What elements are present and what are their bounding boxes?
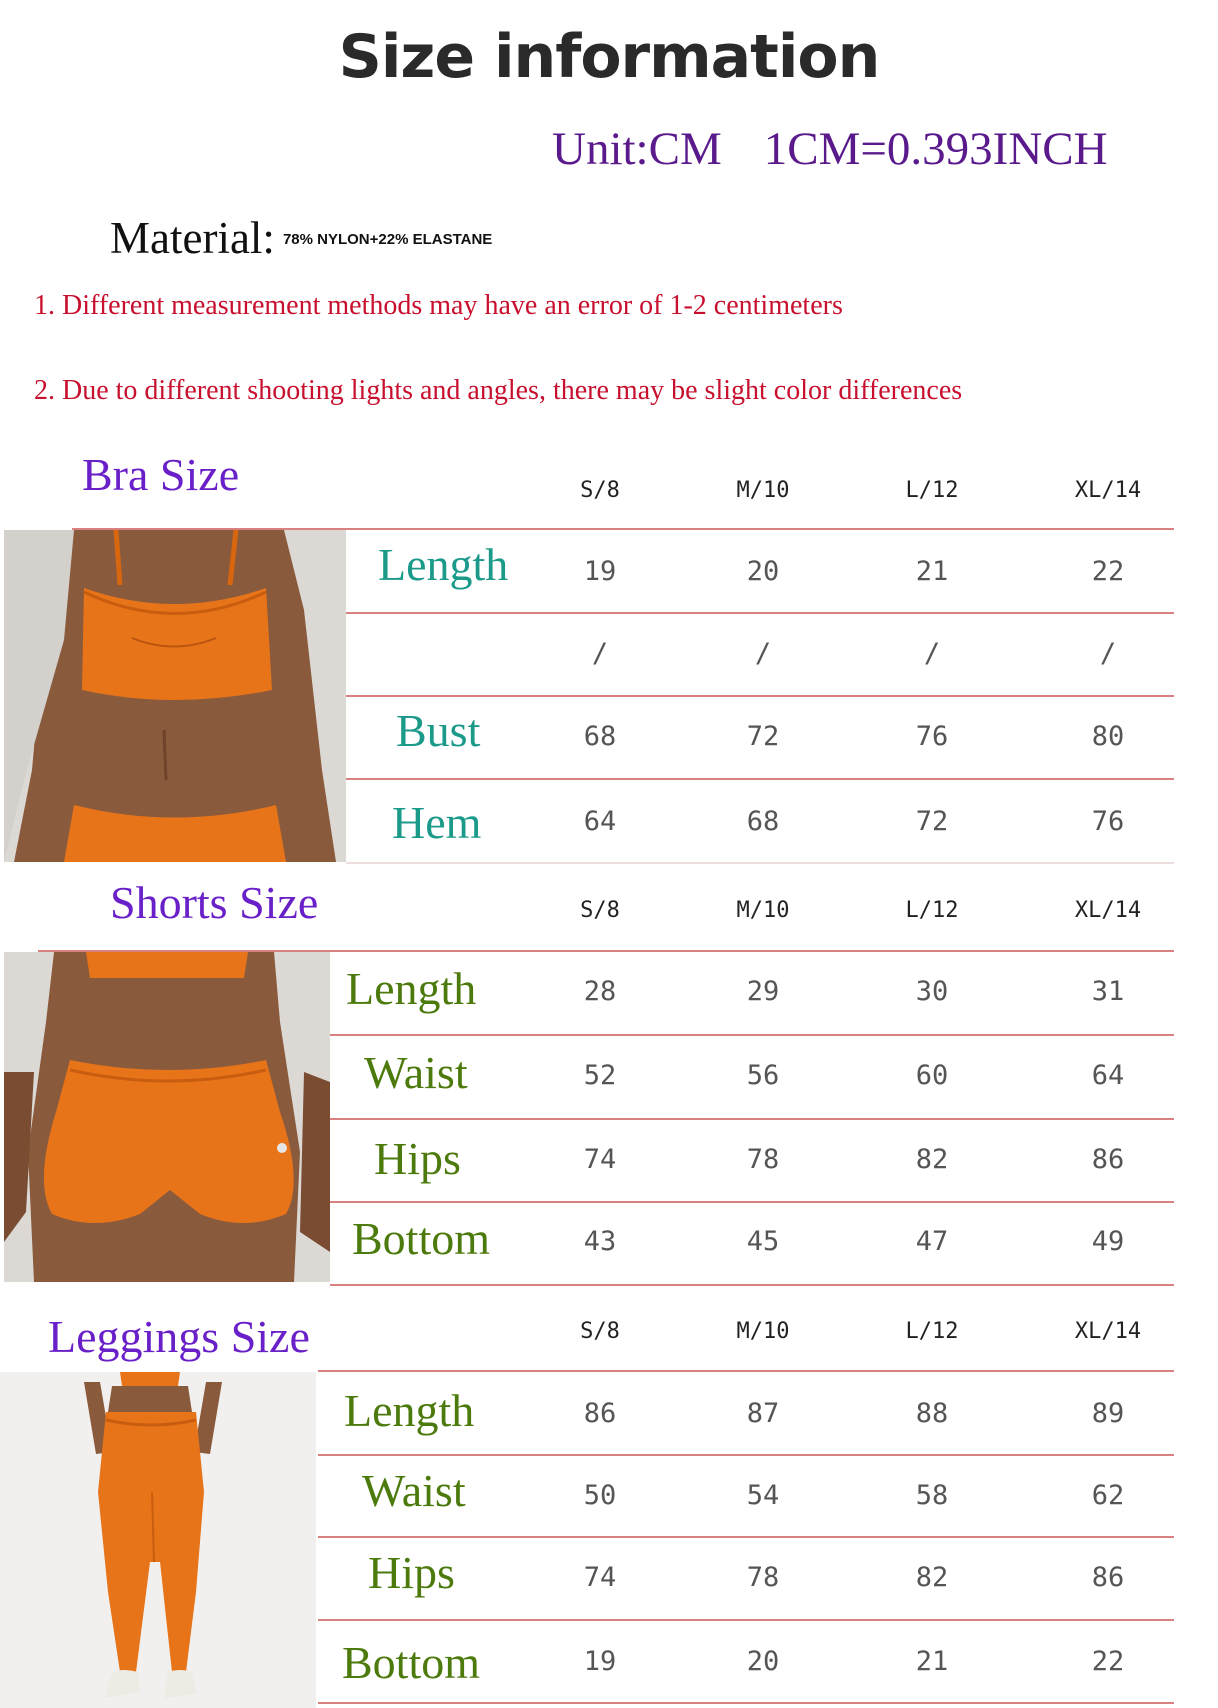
- bra-cell: 80: [1091, 721, 1125, 752]
- table-rule: [346, 778, 1174, 780]
- leggings-cell: 21: [915, 1646, 949, 1677]
- table-rule: [330, 1034, 1174, 1036]
- table-rule: [318, 1619, 1174, 1621]
- bra-cell: 76: [915, 721, 949, 752]
- leggings-size-header: L/12: [905, 1319, 959, 1344]
- shorts-cell: 78: [746, 1144, 780, 1175]
- shorts-cell: 86: [1091, 1144, 1125, 1175]
- bra-cell: 68: [583, 721, 617, 752]
- shorts-cell: 60: [915, 1060, 949, 1091]
- table-rule: [330, 1284, 1174, 1286]
- shorts-size-header: XL/14: [1074, 898, 1142, 923]
- table-rule: [346, 612, 1174, 614]
- unit-info: [552, 122, 1108, 176]
- shorts-cell: 30: [915, 976, 949, 1007]
- shorts-size-header: M/10: [736, 898, 790, 923]
- shorts-cell: 49: [1091, 1226, 1125, 1257]
- note-2: 2. Due to different shooting lights and angles, there may be slight color differences: [34, 375, 963, 406]
- leggings-cell: 62: [1091, 1480, 1125, 1511]
- shorts-size-header: L/12: [905, 898, 959, 923]
- shorts-cell: 74: [583, 1144, 617, 1175]
- shorts-row-label: Hips: [374, 1133, 461, 1184]
- shorts-cell: 43: [583, 1226, 617, 1257]
- material-info: [110, 212, 492, 264]
- shorts-product-photo: [4, 952, 330, 1282]
- leggings-cell: 86: [583, 1398, 617, 1429]
- bra-cell: 76: [1091, 806, 1125, 837]
- bra-row-label: Bust: [396, 705, 481, 756]
- leggings-cell: 89: [1091, 1398, 1125, 1429]
- leggings-cell: 22: [1091, 1646, 1125, 1677]
- shorts-row-label: Waist: [364, 1047, 468, 1098]
- bra-cell: /: [1099, 638, 1117, 669]
- shorts-cell: 47: [915, 1226, 949, 1257]
- bra-cell: /: [754, 638, 772, 669]
- bra-cell: /: [923, 638, 941, 669]
- unit-label: Unit:CM: [552, 123, 722, 175]
- bra-product-photo: [4, 530, 346, 862]
- table-rule: [330, 1201, 1174, 1203]
- shorts-cell: 52: [583, 1060, 617, 1091]
- leggings-row-label: Hips: [368, 1547, 455, 1598]
- leggings-cell: 87: [746, 1398, 780, 1429]
- shorts-cell: 56: [746, 1060, 780, 1091]
- unit-conversion: 1CM=0.393INCH: [763, 123, 1108, 175]
- shorts-row-label: Bottom: [352, 1213, 491, 1264]
- bra-cell: 21: [915, 556, 949, 587]
- leggings-cell: 50: [583, 1480, 617, 1511]
- shorts-cell: 28: [583, 976, 617, 1007]
- table-rule: [330, 1118, 1174, 1120]
- bra-cell: 68: [746, 806, 780, 837]
- leggings-cell: 54: [746, 1480, 780, 1511]
- leggings-size-header: XL/14: [1074, 1319, 1142, 1344]
- leggings-size-header: S/8: [580, 1319, 620, 1344]
- leggings-row-label: Length: [344, 1385, 475, 1436]
- table-rule: [318, 1454, 1174, 1456]
- page-title: Size information: [338, 22, 880, 92]
- bra-row-label: Length: [378, 539, 509, 590]
- bra-size-header: L/12: [905, 478, 959, 503]
- leggings-cell: 19: [583, 1646, 617, 1677]
- bra-cell: /: [591, 638, 609, 669]
- bra-size-header: S/8: [580, 478, 620, 503]
- bra-cell: 72: [915, 806, 949, 837]
- shorts-cell: 64: [1091, 1060, 1125, 1091]
- leggings-cell: 58: [915, 1480, 949, 1511]
- leggings-cell: 78: [746, 1562, 780, 1593]
- leggings-size-header: M/10: [736, 1319, 790, 1344]
- leggings-cell: 82: [915, 1562, 949, 1593]
- shorts-size-header: S/8: [580, 898, 620, 923]
- leggings-product-photo: [0, 1372, 316, 1708]
- table-rule: [346, 695, 1174, 697]
- bra-row-label: Hem: [392, 797, 482, 848]
- shorts-cell: 31: [1091, 976, 1125, 1007]
- bra-size-header: XL/14: [1074, 478, 1142, 503]
- leggings-cell: 74: [583, 1562, 617, 1593]
- shorts-cell: 45: [746, 1226, 780, 1257]
- shorts-section-title: Shorts Size: [110, 877, 319, 928]
- bra-cell: 20: [746, 556, 780, 587]
- leggings-row-label: Bottom: [342, 1637, 481, 1688]
- leggings-cell: 20: [746, 1646, 780, 1677]
- table-rule: [318, 1536, 1174, 1538]
- table-rule: [318, 1702, 1174, 1704]
- shorts-cell: 29: [746, 976, 780, 1007]
- leggings-section-title: Leggings Size: [48, 1311, 310, 1362]
- bra-cell: 19: [583, 556, 617, 587]
- bra-cell: 64: [583, 806, 617, 837]
- note-1: 1. Different measurement methods may have an error of 1-2 centimeters: [34, 290, 843, 321]
- table-rule: [346, 862, 1174, 864]
- bra-section-title: Bra Size: [82, 449, 240, 500]
- shorts-cell: 82: [915, 1144, 949, 1175]
- bra-cell: 22: [1091, 556, 1125, 587]
- material-label: Material:: [110, 213, 275, 263]
- bra-cell: 72: [746, 721, 780, 752]
- leggings-row-label: Waist: [362, 1465, 466, 1516]
- bra-size-header: M/10: [736, 478, 790, 503]
- material-value: 78% NYLON+22% ELASTANE: [282, 231, 493, 249]
- leggings-cell: 88: [915, 1398, 949, 1429]
- shorts-row-label: Length: [346, 963, 477, 1014]
- leggings-cell: 86: [1091, 1562, 1125, 1593]
- table-rule: [318, 1370, 1174, 1372]
